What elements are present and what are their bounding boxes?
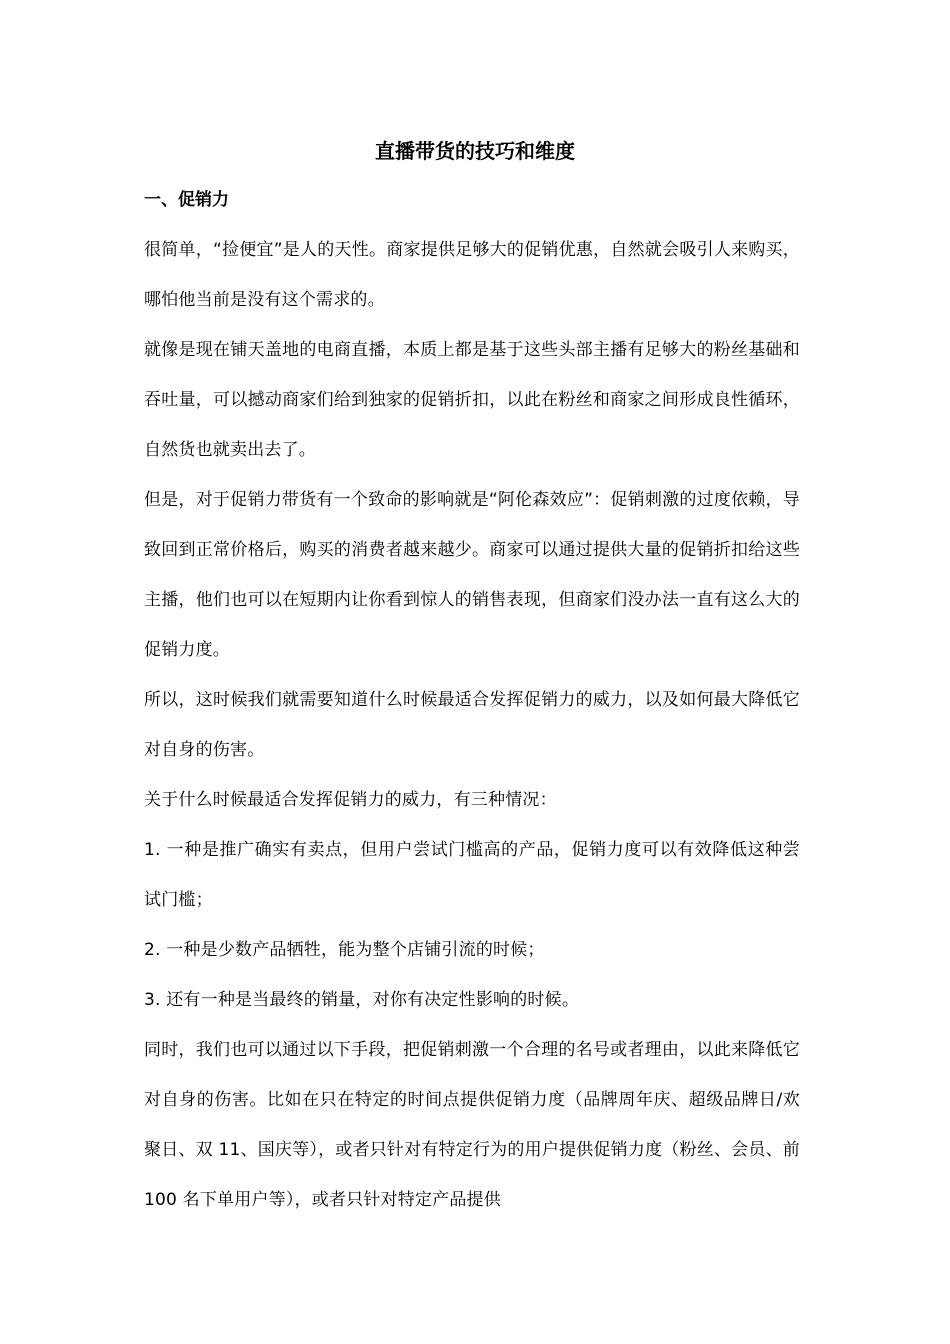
body-text bbox=[144, 225, 800, 1225]
paragraph: 很简单，“捡便宜”是人的天性。商家提供足够大的促销优惠，自然就会吸引人来购买，哪怕他当前是没有这个需求的。 bbox=[144, 240, 800, 310]
list-item: 3. 还有一种是当最终的销量，对你有决定性影响的时候。 bbox=[144, 990, 580, 1010]
paragraph: 所以，这时候我们就需要知道什么时候最适合发挥促销力的威力，以及如何最大降低它对自身的伤害。 bbox=[144, 690, 800, 760]
paragraph: 就像是现在铺天盖地的电商直播，本质上都是基于这些头部主播有足够大的粉丝基础和吞吐量，可以撼动商家们给到独家的促销折扣，以此在粉丝和商家之间形成良性循环，自然货也就卖出去了。 bbox=[144, 340, 800, 460]
list-item: 2. 一种是少数产品牺牲，能为整个店铺引流的时候； bbox=[144, 940, 545, 960]
section-heading: 一、促销力 bbox=[144, 190, 229, 210]
document-title: 直播带货的技巧和维度 bbox=[375, 139, 575, 163]
paragraph: 但是，对于促销力带货有一个致命的影响就是“阿伦森效应”：促销刺激的过度依赖，导致回到正常价格后，购买的消费者越来越少。商家可以通过提供大量的促销折扣给这些主播，他们也可以在短期内让你看到惊人的销售表现，但商家们没办法一直有这么大的促销力度。 bbox=[144, 490, 800, 660]
paragraph: 同时，我们也可以通过以下手段，把促销刺激一个合理的名号或者理由，以此来降低它对自身的伤害。比如在只在特定的时间点提供促销力度（品牌周年庆、超级品牌日/欢聚日、双 11、国庆等），或者只针对有特定行为的用户提供促销力度（粉丝、会员、前 100 名下单用户等），或者只针对特定产品提供 bbox=[144, 1040, 800, 1210]
list-item: 1. 一种是推广确实有卖点，但用户尝试门槛高的产品，促销力度可以有效降低这种尝试门槛； bbox=[144, 840, 800, 910]
paragraph: 关于什么时候最适合发挥促销力的威力，有三种情况： bbox=[144, 790, 557, 810]
